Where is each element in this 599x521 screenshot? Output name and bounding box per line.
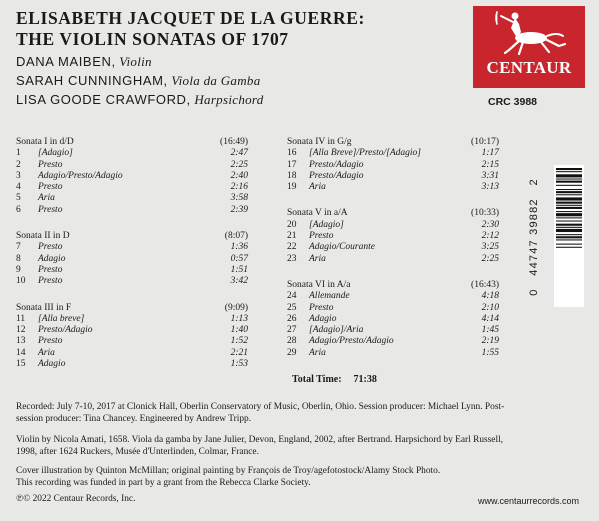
track-title: [Adagio]/Aria	[309, 325, 364, 336]
total-time	[292, 374, 377, 385]
sonata-total: (16:43)	[471, 279, 499, 290]
track-title: Aria	[309, 253, 326, 264]
track-row	[287, 303, 499, 314]
track-duration: 1:51	[230, 264, 248, 275]
track-title: Aria	[309, 347, 326, 358]
sonata-block	[287, 137, 499, 193]
track-title: Aria	[38, 347, 55, 358]
track-row	[16, 182, 248, 193]
track-row	[16, 336, 248, 347]
notes-line: Violin by Nicola Amati, 1658. Viola da gamba by Jane Julier, Devon, England, 2002, after Bertrand. Harpsichord by Earl Russell,	[16, 435, 504, 445]
barcode-bar	[556, 234, 582, 235]
track-title: Presto/Adagio	[309, 170, 364, 181]
barcode-bar	[556, 224, 582, 226]
track-duration: 2:47	[230, 148, 248, 159]
track-title: Presto	[38, 336, 63, 347]
track-title: [Adagio]	[38, 148, 73, 159]
track-number: 29	[287, 347, 297, 358]
track-number: 19	[287, 182, 297, 193]
performer-3	[16, 92, 264, 108]
cover-notes	[16, 466, 440, 489]
catalog-number: CRC 3988	[488, 96, 538, 108]
track-row	[287, 291, 499, 302]
track-title: Aria	[309, 182, 326, 193]
track-duration: 1:13	[230, 313, 248, 324]
track-duration: 1:55	[481, 347, 499, 358]
barcode-bar	[556, 236, 582, 238]
track-row	[16, 254, 248, 265]
track-title: Presto	[38, 264, 63, 275]
barcode-bar	[556, 213, 582, 216]
track-number: 17	[287, 159, 297, 170]
track-title: Presto	[38, 159, 63, 170]
track-duration: 2:10	[481, 302, 499, 313]
track-duration: 2:25	[481, 253, 499, 264]
performer-role: Harpsichord	[194, 92, 264, 107]
sonata-block	[16, 137, 248, 216]
track-duration: 2:40	[230, 170, 248, 181]
sonata-total: (8:07)	[224, 231, 248, 242]
track-title: Adagio	[38, 359, 66, 370]
barcode-bar	[556, 174, 582, 177]
barcode-bar	[556, 179, 582, 180]
track-row	[16, 205, 248, 216]
sonata-title: Sonata V in a/A	[287, 208, 348, 219]
track-row	[287, 160, 499, 171]
barcode-bar	[556, 197, 582, 200]
total-time-label: Total Time:	[292, 374, 342, 385]
notes-line: Cover illustration by Quinton McMillan; original painting by François de Troy/agefotostock/Alamy Stock Photo.	[16, 466, 441, 476]
sonata-header	[287, 137, 499, 148]
track-row	[16, 348, 248, 359]
track-title: Aria	[38, 193, 55, 204]
track-row	[16, 242, 248, 253]
track-duration: 3:31	[481, 170, 499, 181]
sonata-title: Sonata II in D	[16, 231, 70, 242]
track-duration: 2:15	[481, 159, 499, 170]
tracklist-right-column	[287, 137, 499, 359]
barcode-bar	[556, 207, 582, 209]
track-number: 8	[16, 253, 21, 264]
barcode-bar	[556, 185, 582, 186]
barcode-bar	[556, 211, 582, 212]
track-row	[16, 314, 248, 325]
notes-line: session producer: Tina Chancey. Engineered by Andrew Tripp.	[16, 413, 252, 424]
performer-2	[16, 73, 261, 89]
track-row	[287, 254, 499, 265]
track-number: 22	[287, 242, 297, 253]
track-title: Adagio/Presto/Adagio	[38, 170, 123, 181]
sonata-total: (16:49)	[220, 137, 248, 147]
track-title: Presto	[38, 276, 63, 287]
instrument-notes	[16, 435, 503, 458]
track-duration: 4:14	[481, 313, 499, 324]
track-title: Presto	[309, 302, 334, 313]
track-number: 9	[16, 264, 21, 275]
track-number: 2	[16, 159, 21, 170]
barcode-bar	[556, 191, 582, 193]
barcode-bars	[554, 165, 584, 307]
track-row	[16, 193, 248, 204]
performer-name: LISA GOODE CRAWFORD,	[16, 92, 191, 107]
barcode-bar	[556, 189, 582, 190]
sonata-header	[287, 280, 499, 291]
track-row	[16, 171, 248, 182]
track-row	[16, 265, 248, 276]
track-number: 15	[16, 359, 26, 370]
track-number: 21	[287, 231, 297, 242]
track-duration: 4:18	[481, 291, 499, 302]
track-duration: 2:25	[230, 159, 248, 170]
track-duration: 2:39	[230, 204, 248, 215]
barcode-bar	[556, 168, 582, 170]
sonata-header	[287, 208, 499, 219]
notes-line: This recording was funded in part by a grant from the Rebecca Clarke Society.	[16, 477, 311, 488]
notes-line: 1998, after 1624 Ruckers, Musée d'Unterlinden, Colmar, France.	[16, 446, 259, 457]
copyright: ℗© 2022 Centaur Records, Inc.	[16, 494, 136, 504]
barcode-bar	[556, 244, 582, 245]
track-duration: 3:58	[230, 193, 248, 204]
track-row	[287, 325, 499, 336]
track-row	[287, 242, 499, 253]
track-title: Adagio/Presto/Adagio	[309, 336, 394, 347]
sonata-title: Sonata IV in G/g	[287, 137, 352, 147]
notes-line: Recorded: July 7-10, 2017 at Clonick Hall, Oberlin Conservatory of Music, Oberlin, Ohio. Session producer: Michael Lynn. Post-	[16, 402, 505, 412]
track-row	[287, 336, 499, 347]
track-row	[287, 148, 499, 159]
performer-role: Viola da Gamba	[171, 73, 261, 88]
track-title: Presto	[38, 182, 63, 193]
track-duration: 2:21	[230, 347, 248, 358]
website-link[interactable]: www.centaurrecords.com	[478, 496, 580, 506]
track-row	[287, 348, 499, 359]
track-title: [Adagio]	[309, 219, 344, 230]
track-duration: 2:19	[481, 336, 499, 347]
sonata-title: Sonata III in F	[16, 302, 72, 313]
barcode-bar	[556, 194, 582, 195]
track-number: 3	[16, 170, 21, 181]
track-row	[287, 220, 499, 231]
track-title: Adagio	[309, 313, 337, 324]
sonata-header	[16, 303, 248, 314]
track-duration: 2:30	[481, 219, 499, 230]
track-title: [Alla Breve]/Presto/[Adagio]	[309, 148, 421, 159]
album-title-line2: THE VIOLIN SONATAS OF 1707	[16, 29, 289, 49]
track-number: 1	[16, 148, 21, 159]
track-duration: 0:57	[230, 253, 248, 264]
barcode-bar	[556, 205, 582, 206]
track-number: 25	[287, 302, 297, 313]
total-time-value: 71:38	[353, 374, 377, 385]
centaur-figure-icon	[473, 6, 585, 58]
track-number: 20	[287, 219, 297, 230]
track-number: 24	[287, 291, 297, 302]
track-title: Presto	[309, 231, 334, 242]
track-title: Allemande	[309, 291, 350, 302]
sonata-block	[287, 280, 499, 359]
sonata-header	[16, 231, 248, 242]
track-duration: 2:12	[481, 231, 499, 242]
track-duration: 3:42	[230, 276, 248, 287]
track-number: 28	[287, 336, 297, 347]
track-number: 16	[287, 148, 297, 159]
track-duration: 1:45	[481, 325, 499, 336]
track-row	[287, 171, 499, 182]
track-number: 12	[16, 325, 26, 336]
track-number: 13	[16, 336, 26, 347]
track-number: 18	[287, 170, 297, 181]
track-row	[16, 160, 248, 171]
barcode-digits: 0 44747 39882 2	[528, 178, 540, 296]
album-title-line1: ELISABETH JACQUET DE LA GUERRE:	[16, 8, 365, 28]
track-title: [Alla breve]	[38, 313, 85, 324]
sonata-block	[16, 303, 248, 371]
track-duration: 1:53	[230, 359, 248, 370]
track-duration: 1:52	[230, 336, 248, 347]
track-duration: 3:25	[481, 242, 499, 253]
barcode-bar	[556, 181, 582, 183]
barcode-bar	[556, 229, 582, 232]
track-row	[16, 148, 248, 159]
track-number: 4	[16, 182, 21, 193]
performer-name: DANA MAIBEN,	[16, 54, 116, 69]
sonata-total: (10:33)	[471, 208, 499, 219]
barcode-bar	[556, 239, 582, 240]
track-title: Adagio	[38, 253, 66, 264]
track-title: Presto	[38, 242, 63, 253]
sonata-total: (9:09)	[224, 302, 248, 313]
track-number: 26	[287, 313, 297, 324]
track-duration: 3:13	[481, 182, 499, 193]
track-row	[287, 314, 499, 325]
track-duration: 1:40	[230, 325, 248, 336]
sonata-title: Sonata I in d/D	[16, 137, 74, 147]
track-number: 14	[16, 347, 26, 358]
track-duration: 1:36	[230, 242, 248, 253]
track-row	[16, 276, 248, 287]
track-title: Presto/Adagio	[309, 159, 364, 170]
track-title: Presto/Adagio	[38, 325, 93, 336]
track-duration: 1:17	[481, 148, 499, 159]
barcode-bar	[556, 202, 582, 204]
barcode-bar	[556, 221, 582, 222]
track-row	[287, 182, 499, 193]
centaur-logo	[473, 6, 585, 88]
logo-wordmark: CENTAUR	[486, 58, 572, 77]
track-number: 5	[16, 193, 21, 204]
track-row	[287, 231, 499, 242]
track-title: Presto	[38, 204, 63, 215]
track-number: 23	[287, 253, 297, 264]
barcode-digits-box	[521, 167, 547, 307]
sonata-total: (10:17)	[471, 137, 499, 147]
performer-name: SARAH CUNNINGHAM,	[16, 73, 168, 88]
sonata-block	[16, 231, 248, 287]
performer-1	[16, 54, 152, 70]
track-row	[16, 325, 248, 336]
barcode-bar	[556, 227, 582, 228]
barcode-bar	[556, 217, 582, 218]
sonata-title: Sonata VI in A/a	[287, 279, 351, 290]
tracklist-left-column	[16, 137, 248, 370]
track-number: 27	[287, 325, 297, 336]
track-row	[16, 359, 248, 370]
barcode-bar	[556, 171, 582, 172]
sonata-block	[287, 208, 499, 264]
track-duration: 2:16	[230, 182, 248, 193]
barcode	[554, 165, 584, 307]
barcode-bar	[556, 247, 582, 248]
track-number: 6	[16, 204, 21, 215]
track-number: 10	[16, 276, 26, 287]
track-number: 7	[16, 242, 21, 253]
sonata-header	[16, 137, 248, 148]
performer-role: Violin	[119, 54, 152, 69]
track-number: 11	[16, 313, 26, 324]
recording-notes	[16, 402, 504, 425]
track-title: Adagio/Courante	[309, 242, 375, 253]
